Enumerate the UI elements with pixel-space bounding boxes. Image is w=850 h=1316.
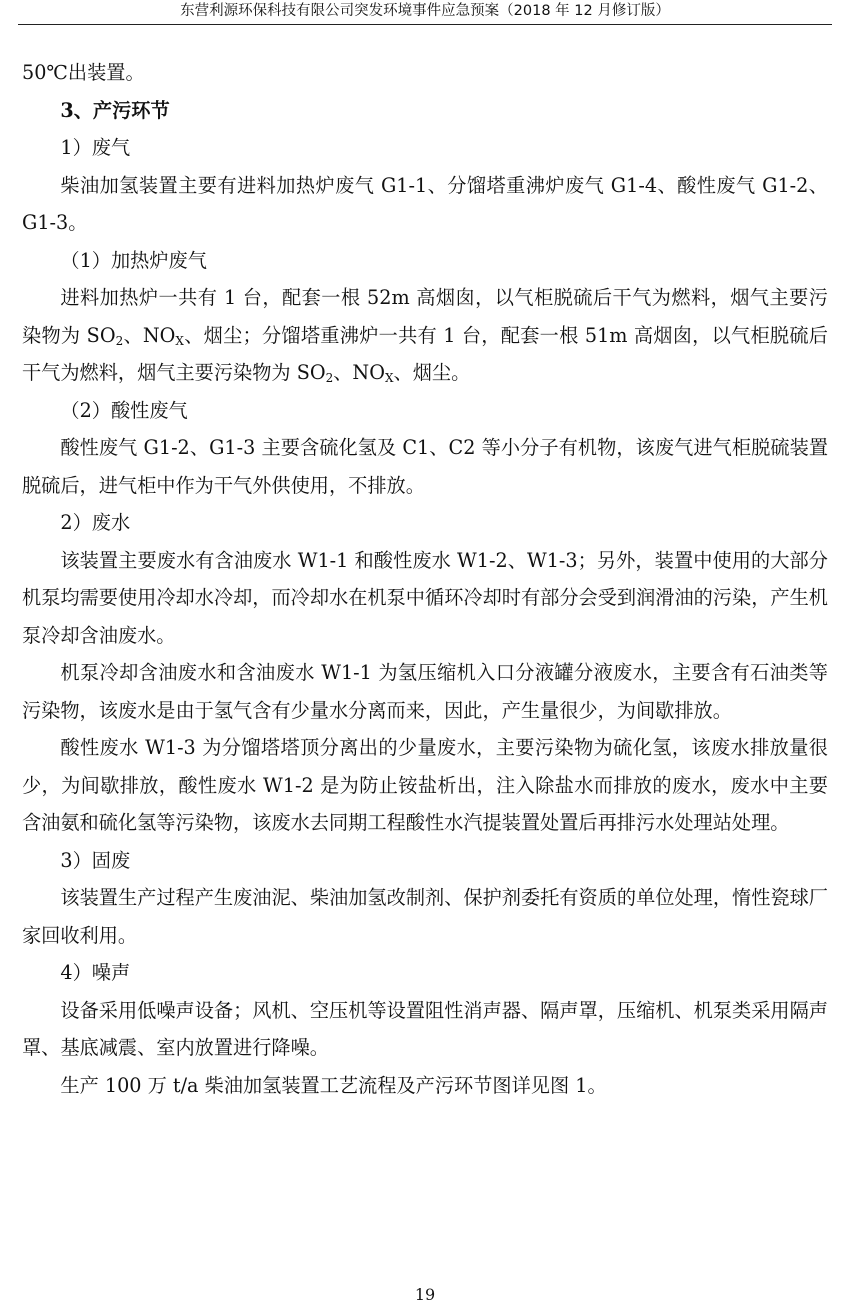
text-run: 、烟尘；分馏塔重沸炉一共有 1 台，配套一根 51m 高烟囱，以气柜脱硫后干气为燃料，烟气主要污染物为 SO — [22, 323, 828, 384]
paragraph-acid-gas: 酸性废气 G1-2、G1-3 主要含硫化氢及 C1、C2 等小分子有机物，该废气进气柜脱硫装置脱硫后，进气柜中作为干气外供使用，不排放。 — [22, 436, 828, 497]
text-run: 、烟尘。 — [393, 361, 471, 384]
paragraph-waste-water-3: 酸性废水 W1-3 为分馏塔塔顶分离出的少量废水，主要污染物为硫化氢，该废水排放量很少，为间歇排放，酸性废水 W1-2 是为防止铵盐析出，注入除盐水而排放的废水，废水中主要含油氨和硫化氢等污染物，该废水去同期工程酸性水汽提装置处置后再排污水处理站处理。 — [22, 736, 828, 834]
subsection-heading-waste-water: 2）废水 — [60, 511, 131, 534]
document-body — [22, 54, 828, 1104]
text-run: 进料加热炉一共有 1 台，配套一根 52m 高烟囱，以气柜脱硫后干气为燃料，烟气主要污染物为 SO — [22, 286, 828, 347]
page-header: 东营利源环保科技有限公司突发环境事件应急预案（2018 年 12 月修订版） — [180, 3, 670, 19]
subscript: 2 — [115, 333, 124, 348]
text-run: 、NO — [123, 323, 176, 347]
paragraph-waste-water-1: 该装置主要废水有含油废水 W1-1 和酸性废水 W1-2、W1-3；另外，装置中使用的大部分机泵均需要使用冷却水冷却，而冷却水在机泵中循环冷却时有部分会受到润滑油的污染，产生机泵冷却含油废水。 — [22, 548, 828, 647]
paragraph-closing: 生产 100 万 t/a 柴油加氢装置工艺流程及产污环节图详见图 1。 — [60, 1073, 607, 1097]
paragraph-noise: 设备采用低噪声设备；风机、空压机等设置阻性消声器、隔声罩，压缩机、机泵类采用隔声罩、基底减震、室内放置进行降噪。 — [22, 998, 828, 1059]
subsection-heading-noise: 4）噪声 — [60, 961, 131, 984]
section-heading: 3、产污环节 — [60, 98, 170, 122]
item-heading-furnace-gas: （1）加热炉废气 — [60, 248, 207, 272]
subscript: X — [384, 371, 394, 385]
subsection-heading-solid-waste: 3）固废 — [60, 848, 131, 872]
item-heading-acid-gas: （2）酸性废气 — [60, 398, 188, 422]
header-divider — [18, 24, 832, 25]
subscript: 2 — [325, 371, 334, 385]
subsection-heading-waste-gas: 1）废气 — [60, 136, 131, 159]
subscript: X — [175, 333, 184, 348]
text-run: 、NO — [333, 361, 385, 384]
paragraph-waste-gas-intro: 柴油加氢装置主要有进料加热炉废气 G1-1、分馏塔重沸炉废气 G1-4、酸性废气 G1-2、G1-3。 — [22, 173, 828, 234]
paragraph-solid-waste: 该装置生产过程产生废油泥、柴油加氢改制剂、保护剂委托有资质的单位处理，惰性瓷球厂家回收利用。 — [22, 886, 828, 947]
page-number: 19 — [414, 1285, 436, 1304]
paragraph-furnace-gas — [22, 279, 828, 392]
paragraph-continued: 50℃出装置。 — [22, 61, 145, 84]
paragraph-waste-water-2: 机泵冷却含油废水和含油废水 W1-1 为氢压缩机入口分液罐分液废水，主要含有石油类等污染物，该废水是由于氢气含有少量水分离而来，因此，产生量很少，为间歇排放。 — [22, 661, 828, 722]
